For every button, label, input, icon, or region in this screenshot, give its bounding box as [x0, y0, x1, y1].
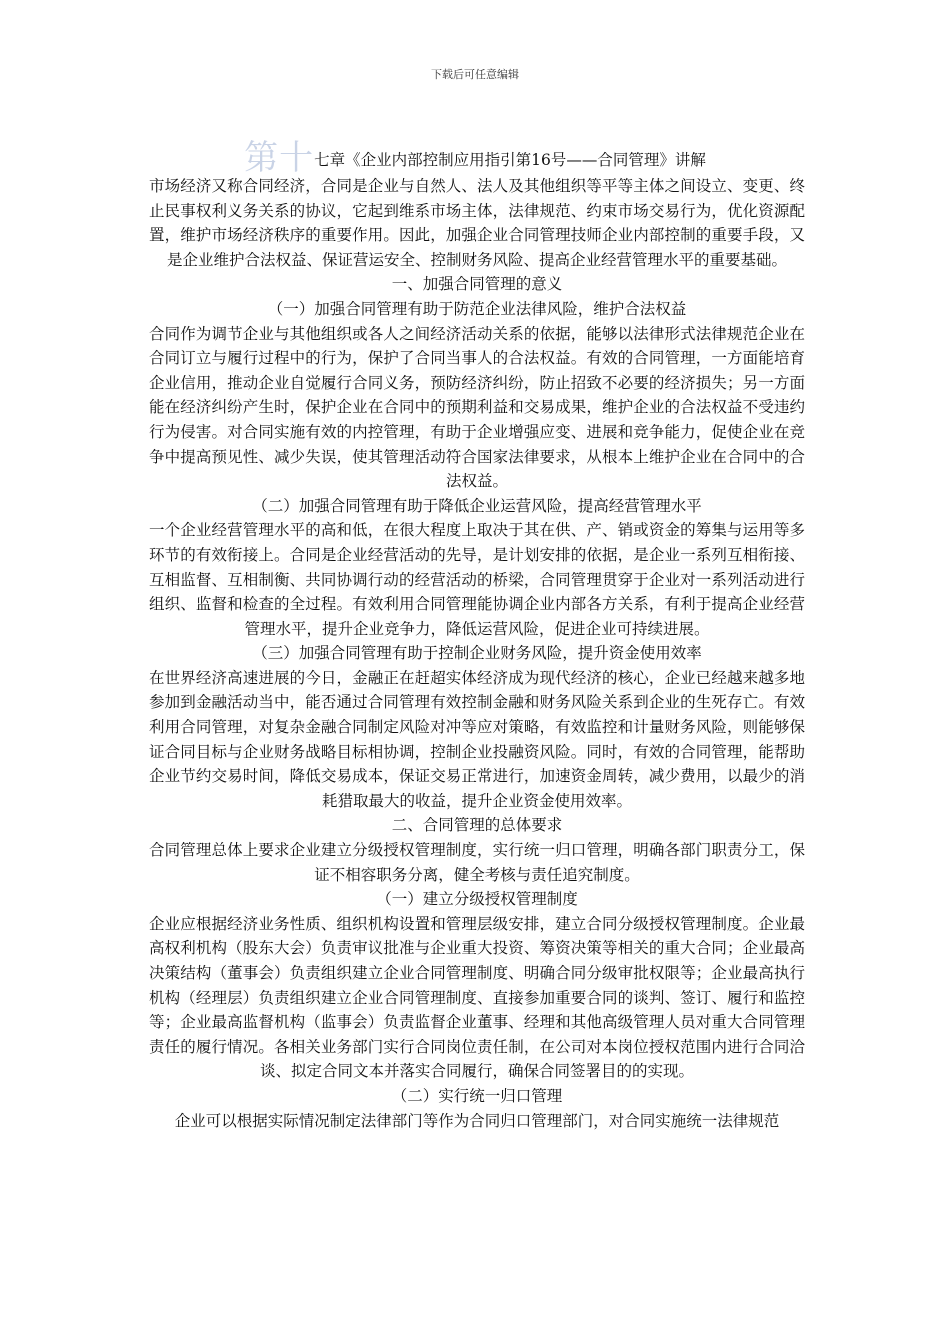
document-body: [149, 174, 805, 1133]
subsection-heading: （二）加强合同管理有助于降低企业运营风险，提高经营管理水平: [252, 496, 702, 515]
title-watermark: 第十: [244, 138, 315, 178]
paragraph: 企业可以根据实际情况制定法律部门等作为合同归口管理部门，对合同实施统一法律规范: [174, 1111, 780, 1130]
section-heading: 一、加强合同管理的意义: [391, 275, 563, 294]
chapter-title: 七章《企业内部控制应用指引第16号——合同管理》讲解: [314, 151, 706, 169]
section-heading: 二、合同管理的总体要求: [391, 816, 563, 835]
paragraph: 合同作为调节企业与其他组织或各人之间经济活动关系的依据，能够以法律形式法律规范企业在合同订立与履行过程中的行为，保护了合同当事人的合法权益。有效的合同管理，一方面能培育企业信用，推动企业自觉履行合同义务，预防经济纠纷，防止招致不必要的经济损失；另一方面能在经济纠纷产生时，保护企业在合同中的预期利益和交易成果，维护企业的合法权益不受违约行为侵害。对合同实施有效的内控管理，有助于企业增强应变、进展和竞争能力，促使企业在竞争中提高预见性、减少失误，使其管理活动符合国家法律要求，从根本上维护企业在合同中的合法权益。: [149, 324, 805, 491]
chapter-title-row: [0, 130, 950, 179]
paragraph: 在世界经济高速进展的今日，金融正在赶超实体经济成为现代经济的核心，企业已经越来越多地参加到金融活动当中，能否通过合同管理有效控制金融和财务风险关系到企业的生死存亡。有效利用合同管理，对复杂金融合同制定风险对冲等应对策略，有效监控和计量财务风险，则能够保证合同目标与企业财务战略目标相协调，控制企业投融资风险。同时，有效的合同管理，能帮助企业节约交易时间，降低交易成本，保证交易正常进行，加速资金周转，减少费用，以最少的消耗猎取最大的收益，提升企业资金使用效率。: [149, 668, 805, 810]
paragraph: 企业应根据经济业务性质、组织机构设置和管理层级安排，建立合同分级授权管理制度。企业最高权利机构（股东大会）负责审议批准与企业重大投资、筹资决策等相关的重大合同；企业最高决策结构（董事会）负责组织建立企业合同管理制度、明确合同分级审批权限等；企业最高执行机构（经理层）负责组织建立企业合同管理制度、直接参加重要合同的谈判、签订、履行和监控等；企业最高监督机构（监事会）负责监督企业董事、经理和其他高级管理人员对重大合同管理责任的履行情况。各相关业务部门实行合同岗位责任制，在公司对本岗位授权范围内进行合同洽谈、拟定合同文本并落实合同履行，确保合同签署目的的实现。: [149, 914, 805, 1081]
subsection-heading: （一）加强合同管理有助于防范企业法律风险，维护合法权益: [267, 299, 687, 318]
paragraph: 合同管理总体上要求企业建立分级授权管理制度，实行统一归口管理，明确各部门职责分工，保证不相容职务分离，健全考核与责任追究制度。: [149, 841, 805, 884]
subsection-heading: （二）实行统一归口管理: [391, 1086, 563, 1105]
paragraph: 一个企业经营管理水平的高和低，在很大程度上取决于其在供、产、销或资金的筹集与运用等多环节的有效衔接上。合同是企业经营活动的先导，是计划安排的依据，是企业一系列互相衔接、互相监督、互相制衡、共同协调行动的经营活动的桥梁，合同管理贯穿于企业对一系列活动进行组织、监督和检查的全过程。有效利用合同管理能协调企业内部各方关系，有利于提高企业经营管理水平，提升企业竞争力，降低运营风险，促进企业可持续进展。: [149, 521, 805, 638]
paragraph: 市场经济又称合同经济，合同是企业与自然人、法人及其他组织等平等主体之间设立、变更、终止民事权利义务关系的协议，它起到维系市场主体，法律规范、约束市场交易行为，优化资源配置，维护市场经济秩序的重要作用。因此，加强企业合同管理技师企业内部控制的重要手段，又是企业维护合法权益、保证营运安全、控制财务风险、提高企业经营管理水平的重要基础。: [149, 177, 805, 269]
subsection-heading: （一）建立分级授权管理制度: [376, 890, 578, 909]
page-header: 下载后可任意编辑: [431, 68, 519, 81]
subsection-heading: （三）加强合同管理有助于控制企业财务风险，提升资金使用效率: [252, 644, 702, 663]
